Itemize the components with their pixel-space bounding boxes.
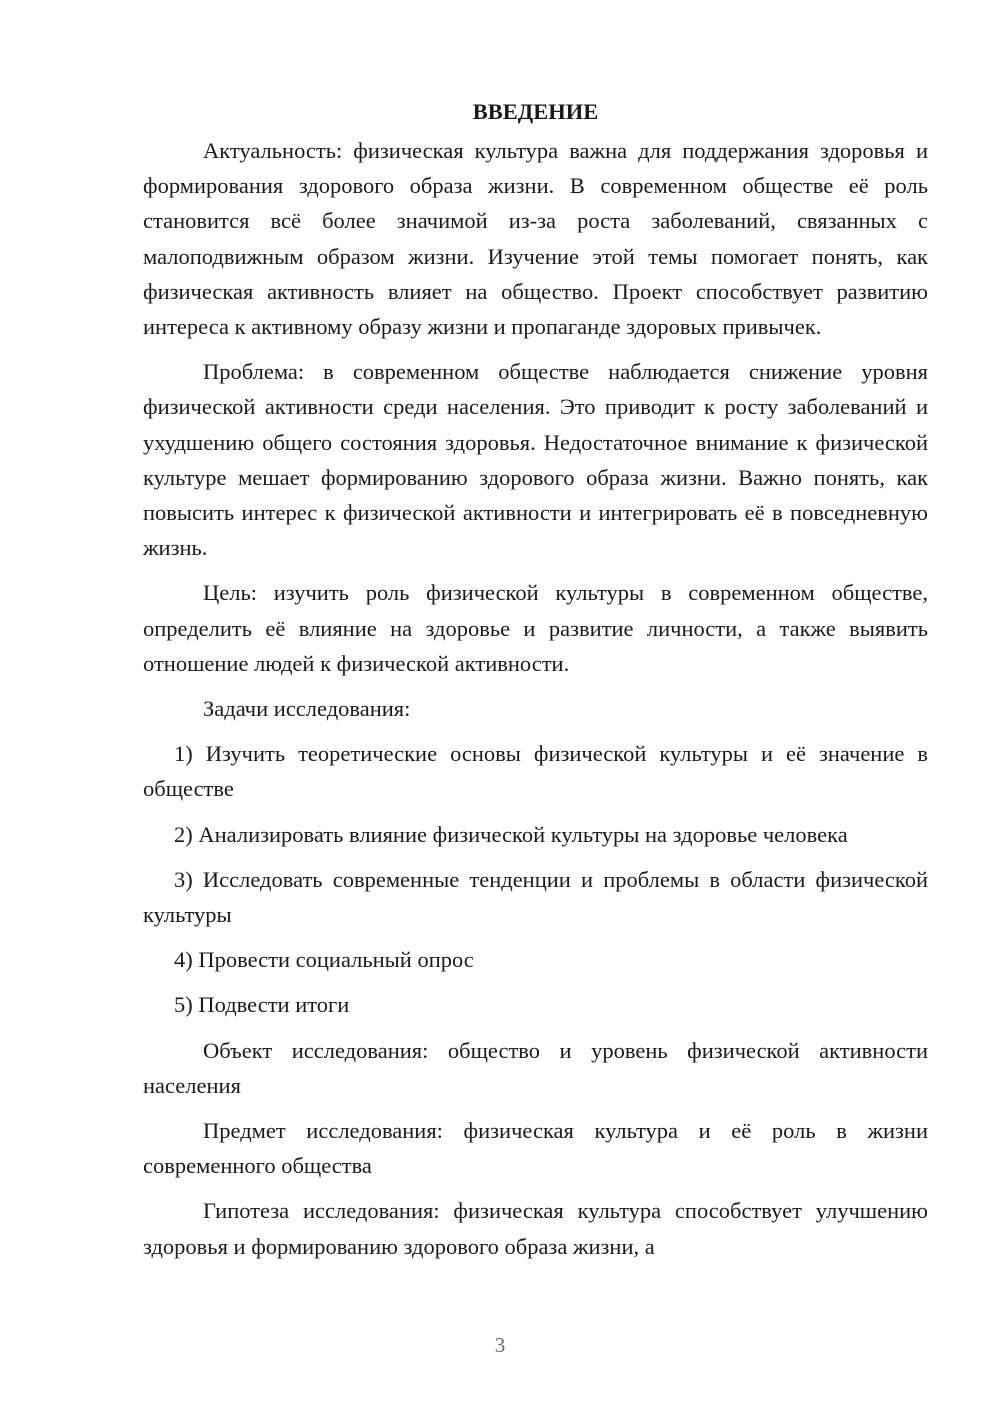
- task-item: 5) Подвести итоги: [174, 992, 350, 1018]
- relevance-paragraph: Актуальность: физическая культура важна для поддержания здоровья и формирования здорового образа жизни. В современном обществе её роль становится всё более значимой из-за роста заболеваний, связанных с малоподвижным образом жизни. Изучение этой темы помогает понять, как физическая активность влияет на общество. Проект способствует развитию интереса к активному образу жизни и пропаганде здоровых привычек.: [143, 138, 928, 340]
- task-item: 4) Провести социальный опрос: [174, 947, 474, 973]
- problem-paragraph: Проблема: в современном обществе наблюдается снижение уровня физической активности среди населения. Это приводит к росту заболеваний и ухудшению общего состояния здоровья. Недостаточное внимание к физической культуре мешает формированию здорового образа жизни. Важно понять, как повысить интерес к физической активности и интегрировать её в повседневную жизнь.: [143, 359, 928, 561]
- section-title: ВВЕДЕНИЕ: [472, 99, 599, 124]
- task-item: 1) Изучить теоретические основы физической культуры и её значение в обществе: [143, 741, 928, 802]
- task-item: 3) Исследовать современные тенденции и проблемы в области физической культуры: [143, 866, 928, 928]
- page-number: 3: [494, 1333, 506, 1357]
- task-item: 2) Анализировать влияние физической культуры на здоровье человека: [174, 821, 848, 847]
- tasks-list: [143, 736, 928, 1022]
- object-paragraph: Объект исследования: общество и уровень физической активности населения: [143, 1037, 928, 1098]
- subject-paragraph: Предмет исследования: физическая культура и её роль в жизни современного общества: [143, 1118, 928, 1179]
- goal-paragraph: Цель: изучить роль физической культуры в современном обществе, определить её влияние на здоровье и развитие личности, а также выявить отношение людей к физической активности.: [143, 580, 928, 676]
- hypothesis-paragraph: Гипотеза исследования: физическая культура способствует улучшению здоровья и формированию здорового образа жизни, а: [143, 1198, 928, 1259]
- tasks-heading: Задачи исследования:: [203, 696, 411, 722]
- page-content: [143, 97, 928, 1274]
